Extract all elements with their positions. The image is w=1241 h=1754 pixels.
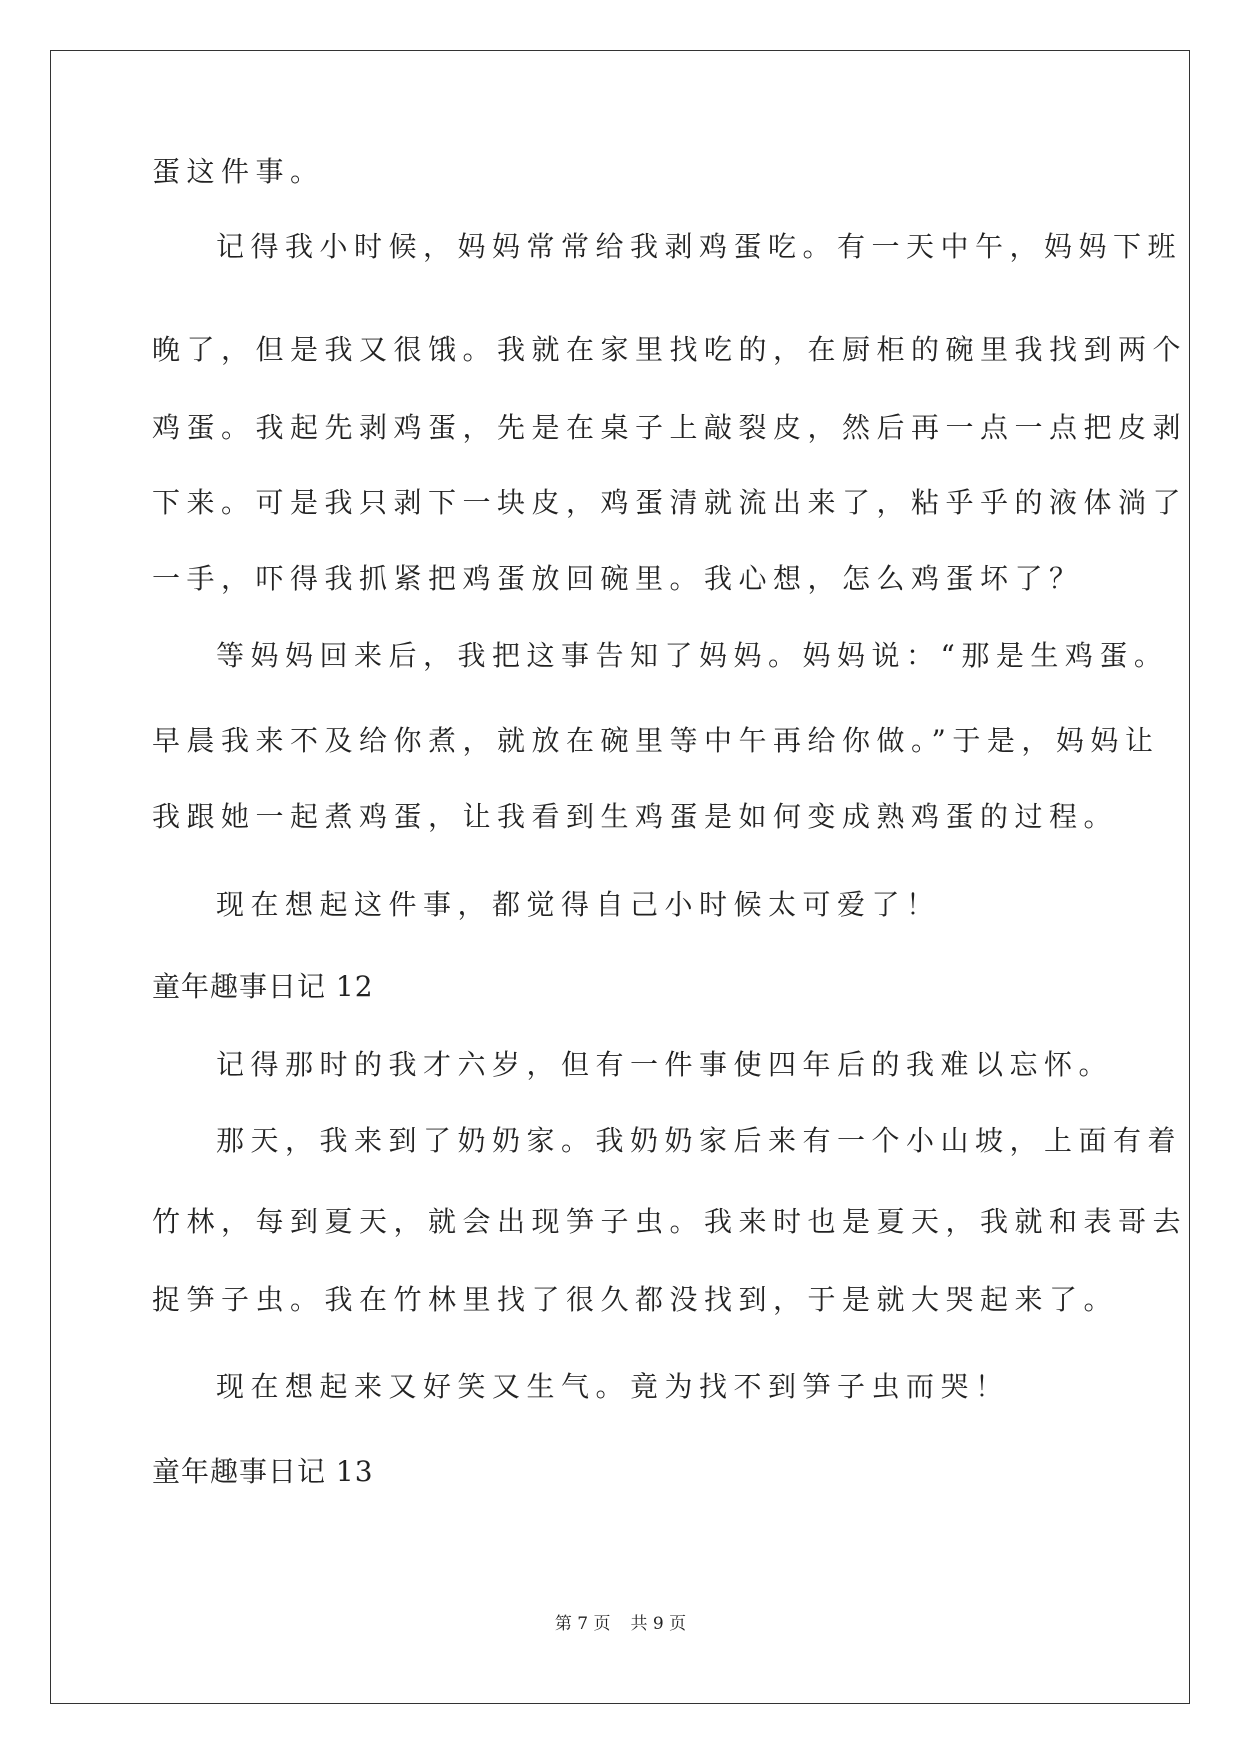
- section-heading: 童年趣事日记 13: [152, 1455, 374, 1488]
- page-total: 共 9 页: [630, 1614, 687, 1634]
- section-heading: 童年趣事日记 12: [152, 970, 374, 1003]
- paragraph-line: 记得那时的我才六岁，但有一件事使四年后的我难以忘怀。: [216, 1048, 1114, 1081]
- paragraph-line: 我跟她一起煮鸡蛋，让我看到生鸡蛋是如何变成熟鸡蛋的过程。: [152, 800, 1119, 833]
- paragraph-line: 现在想起来又好笑又生气。竟为找不到笋子虫而哭！: [216, 1370, 1010, 1403]
- paragraph-line: 捉笋子虫。我在竹林里找了很久都没找到，于是就大哭起来了。: [152, 1283, 1119, 1316]
- page-number: 第 7 页: [554, 1614, 611, 1634]
- paragraph-line: 等妈妈回来后，我把这事告知了妈妈。妈妈说：“那是生鸡蛋。: [216, 639, 1169, 672]
- paragraph-line: 早晨我来不及给你煮，就放在碗里等中午再给你做。”于是，妈妈让: [152, 724, 1160, 757]
- paragraph-line: 记得我小时候，妈妈常常给我剥鸡蛋吃。有一天中午，妈妈下班: [216, 230, 1183, 263]
- paragraph-line: 晚了，但是我又很饿。我就在家里找吃的，在厨柜的碗里我找到两个: [152, 333, 1188, 366]
- paragraph-line: 鸡蛋。我起先剥鸡蛋，先是在桌子上敲裂皮，然后再一点一点把皮剥: [152, 411, 1188, 444]
- paragraph-line: 现在想起这件事，都觉得自己小时候太可爱了！: [216, 888, 941, 921]
- paragraph-line: 那天，我来到了奶奶家。我奶奶家后来有一个小山坡，上面有着: [216, 1124, 1183, 1157]
- paragraph-line: 竹林，每到夏天，就会出现笋子虫。我来时也是夏天，我就和表哥去: [152, 1205, 1188, 1238]
- paragraph-line: 一手，吓得我抓紧把鸡蛋放回碗里。我心想，怎么鸡蛋坏了？: [152, 562, 1084, 595]
- paragraph-line: 下来。可是我只剥下一块皮，鸡蛋清就流出来了，粘乎乎的液体淌了: [152, 486, 1188, 519]
- page-footer: [0, 1614, 1241, 1634]
- paragraph-line: 蛋这件事。: [152, 155, 325, 188]
